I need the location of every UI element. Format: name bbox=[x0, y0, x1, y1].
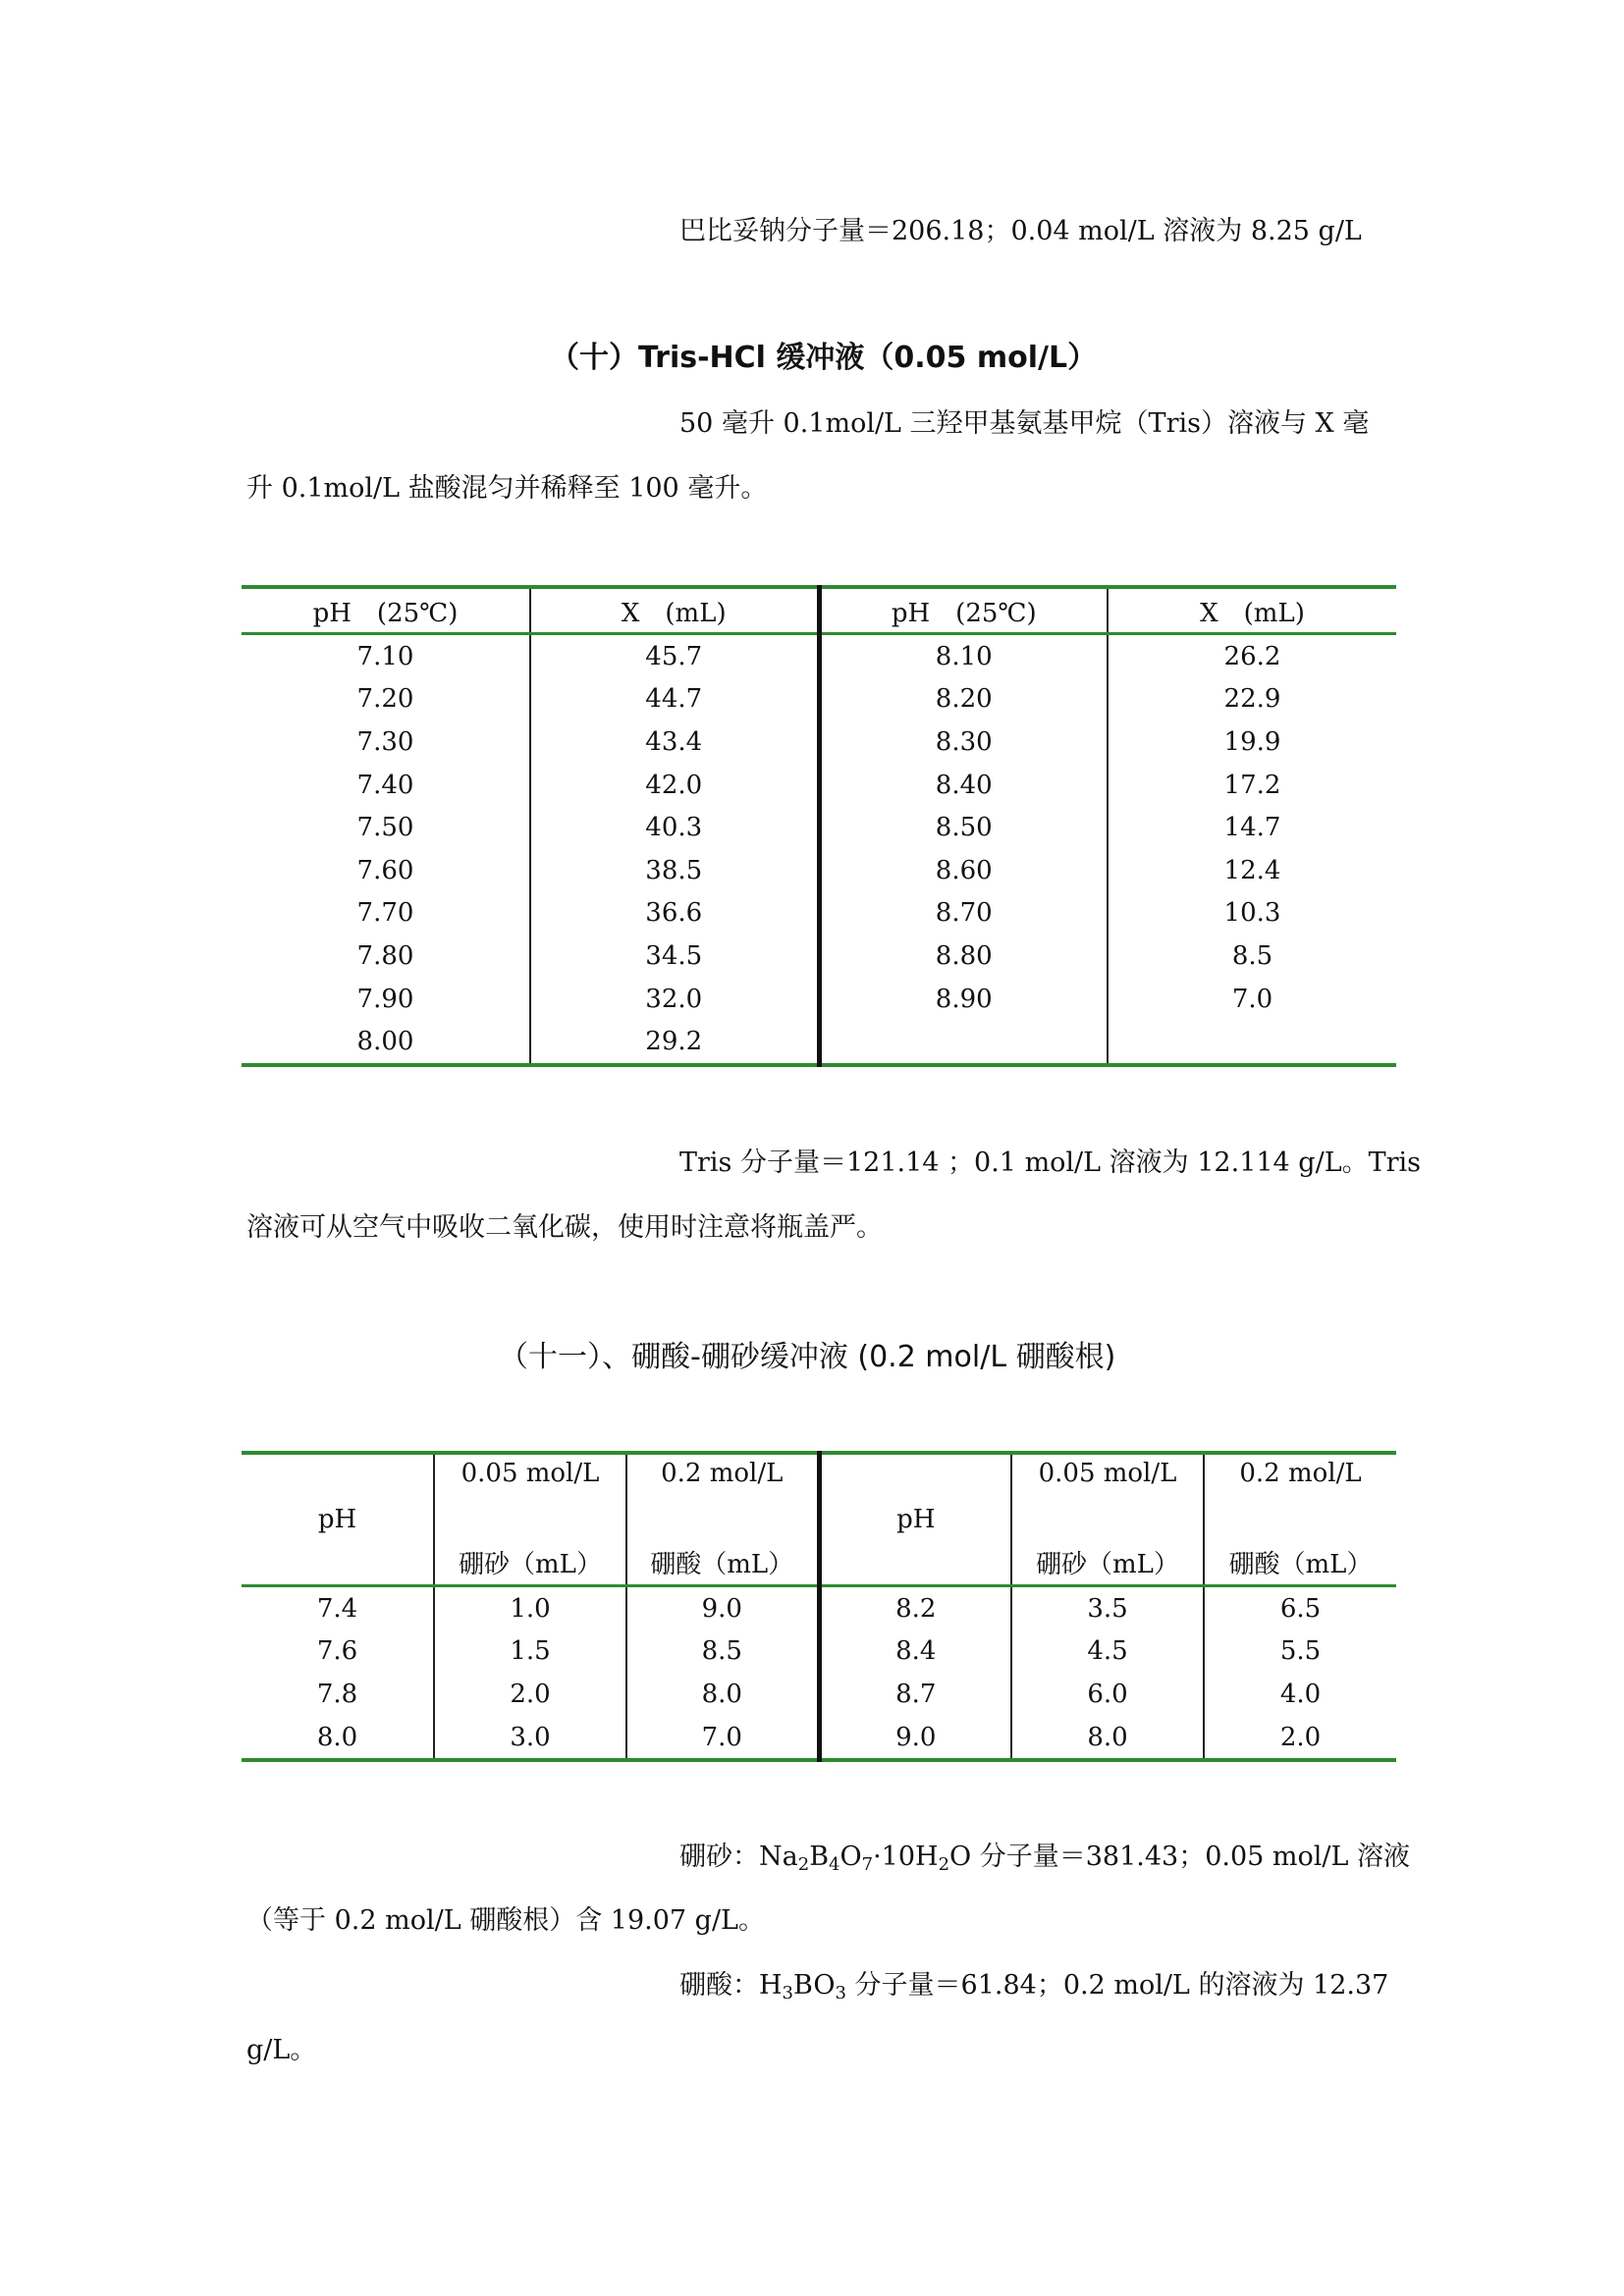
cell: 8.70 bbox=[819, 892, 1108, 935]
cell: 8.50 bbox=[819, 806, 1108, 849]
cell: 9.0 bbox=[819, 1716, 1011, 1761]
cell: 7.0 bbox=[1108, 978, 1396, 1021]
table-row bbox=[242, 1630, 1396, 1674]
cell: 2.0 bbox=[1204, 1716, 1396, 1761]
table-row bbox=[242, 978, 1396, 1021]
cell: 9.0 bbox=[626, 1586, 819, 1630]
header-boric-unit-left: 硼酸（mL） bbox=[626, 1504, 819, 1586]
cell: 6.5 bbox=[1204, 1586, 1396, 1630]
cell: 10.3 bbox=[1108, 892, 1396, 935]
table-row bbox=[242, 1716, 1396, 1761]
boric-note-line-1 bbox=[679, 1968, 1388, 2011]
cell: 29.2 bbox=[530, 1020, 819, 1065]
boric-borax-table bbox=[242, 1451, 1396, 1762]
cell: 45.7 bbox=[530, 634, 819, 678]
cell: 3.5 bbox=[1011, 1586, 1204, 1630]
cell bbox=[819, 1020, 1108, 1065]
table-row bbox=[242, 634, 1396, 678]
top-note: 巴比妥钠分子量＝206.18；0.04 mol/L 溶液为 8.25 g/L bbox=[679, 216, 1362, 246]
cell: 7.10 bbox=[356, 641, 414, 671]
cell: 8.4 bbox=[819, 1630, 1011, 1674]
cell: 14.7 bbox=[1108, 806, 1396, 849]
cell: 7.8 bbox=[316, 1679, 358, 1709]
cell: 1.5 bbox=[434, 1630, 626, 1674]
cell: 8.5 bbox=[626, 1630, 819, 1674]
cell: 7.0 bbox=[626, 1716, 819, 1761]
cell: 17.2 bbox=[1108, 764, 1396, 807]
cell: 8.0 bbox=[316, 1722, 358, 1752]
cell: 4.0 bbox=[1204, 1673, 1396, 1716]
cell: 4.5 bbox=[1011, 1630, 1204, 1674]
subscript: 4 bbox=[829, 1854, 840, 1875]
tris-hcl-table bbox=[242, 585, 1396, 1067]
cell: 7.80 bbox=[356, 940, 414, 971]
table-row bbox=[242, 1586, 1396, 1630]
formula-part: ·10H bbox=[873, 1842, 939, 1872]
formula-part: O bbox=[839, 1842, 862, 1872]
cell: 5.5 bbox=[1204, 1630, 1396, 1674]
header-ph-left: pH bbox=[242, 1453, 434, 1586]
cell: 8.0 bbox=[1011, 1716, 1204, 1761]
section-10-intro-line-1: 50 毫升 0.1mol/L 三羟甲基氨基甲烷（Tris）溶液与 X 毫 bbox=[679, 408, 1370, 439]
cell: 7.40 bbox=[356, 770, 414, 800]
cell: 8.5 bbox=[1108, 934, 1396, 978]
cell: 43.4 bbox=[530, 721, 819, 764]
cell: 32.0 bbox=[530, 978, 819, 1021]
table-row bbox=[242, 678, 1396, 721]
cell: 8.0 bbox=[626, 1673, 819, 1716]
cell: 8.40 bbox=[819, 764, 1108, 807]
cell: 8.90 bbox=[819, 978, 1108, 1021]
cell: 3.0 bbox=[434, 1716, 626, 1761]
section-10-title: （十）Tris-HCl 缓冲液（0.05 mol/L） bbox=[550, 341, 1098, 375]
subscript: 2 bbox=[797, 1854, 810, 1875]
cell: 7.30 bbox=[356, 726, 414, 757]
cell: 8.30 bbox=[819, 721, 1108, 764]
cell: 1.0 bbox=[434, 1586, 626, 1630]
borax-note-line-2: （等于 0.2 mol/L 硼酸根）含 19.07 g/L。 bbox=[246, 1905, 765, 1936]
header-x-right: X (mL) bbox=[1108, 587, 1396, 634]
cell: 26.2 bbox=[1108, 634, 1396, 678]
cell: 7.70 bbox=[356, 898, 414, 929]
cell: 8.10 bbox=[819, 634, 1108, 678]
header-ph-right: pH bbox=[819, 1453, 1011, 1586]
subscript: 2 bbox=[938, 1854, 950, 1875]
borax-note-suffix: O 分子量＝381.43；0.05 mol/L 溶液 bbox=[949, 1842, 1411, 1872]
cell: 12.4 bbox=[1108, 849, 1396, 892]
cell: 34.5 bbox=[530, 934, 819, 978]
cell: 8.00 bbox=[356, 1027, 414, 1057]
header-boric-unit-right: 硼酸（mL） bbox=[1204, 1504, 1396, 1586]
header-ph-right: pH (25℃) bbox=[819, 587, 1108, 634]
borax-note-prefix: 硼砂：Na bbox=[679, 1842, 798, 1872]
table-row bbox=[242, 849, 1396, 892]
header-borax-conc-left: 0.05 mol/L bbox=[434, 1453, 626, 1504]
cell: 19.9 bbox=[1108, 721, 1396, 764]
cell: 8.80 bbox=[819, 934, 1108, 978]
cell: 7.90 bbox=[356, 984, 414, 1014]
cell: 22.9 bbox=[1108, 678, 1396, 721]
tris-note-line-2: 溶液可从空气中吸收二氧化碳，使用时注意将瓶盖严。 bbox=[246, 1212, 883, 1243]
table-row bbox=[242, 806, 1396, 849]
cell bbox=[1108, 1020, 1396, 1065]
header-borax-unit-left: 硼砂（mL） bbox=[434, 1504, 626, 1586]
subscript: 3 bbox=[835, 1983, 846, 2003]
cell: 40.3 bbox=[530, 806, 819, 849]
cell: 7.6 bbox=[316, 1636, 358, 1667]
table-row bbox=[242, 721, 1396, 764]
boric-note-line-2: g/L。 bbox=[246, 2035, 317, 2065]
cell: 38.5 bbox=[530, 849, 819, 892]
cell: 8.7 bbox=[819, 1673, 1011, 1716]
cell: 7.4 bbox=[316, 1593, 358, 1624]
cell: 2.0 bbox=[434, 1673, 626, 1716]
section-11-title: （十一）、硼酸-硼砂缓冲液 (0.2 mol/L 硼酸根) bbox=[499, 1340, 1116, 1374]
cell: 7.60 bbox=[356, 855, 414, 885]
table-row bbox=[242, 1020, 1396, 1065]
subscript: 3 bbox=[782, 1983, 793, 2003]
boric-note-suffix: 分子量＝61.84；0.2 mol/L 的溶液为 12.37 bbox=[845, 1970, 1389, 2001]
borax-note-line-1 bbox=[679, 1840, 1410, 1883]
tris-note-line-1: Tris 分子量＝121.14 ；0.1 mol/L 溶液为 12.114 g/L。Tris bbox=[679, 1148, 1422, 1178]
cell: 36.6 bbox=[530, 892, 819, 935]
subscript: 7 bbox=[861, 1854, 874, 1875]
formula-part: B bbox=[809, 1842, 830, 1872]
table-row bbox=[242, 892, 1396, 935]
cell: 8.20 bbox=[819, 678, 1108, 721]
cell: 42.0 bbox=[530, 764, 819, 807]
header-boric-conc-left: 0.2 mol/L bbox=[626, 1453, 819, 1504]
cell: 44.7 bbox=[530, 678, 819, 721]
header-ph-left: pH (25℃) bbox=[242, 587, 530, 634]
formula-part: BO bbox=[793, 1970, 836, 2001]
section-10-intro-line-2: 升 0.1mol/L 盐酸混匀并稀释至 100 毫升。 bbox=[246, 473, 768, 504]
cell: 7.20 bbox=[356, 684, 414, 715]
header-borax-unit-right: 硼砂（mL） bbox=[1011, 1504, 1204, 1586]
cell: 8.2 bbox=[819, 1586, 1011, 1630]
table-row bbox=[242, 934, 1396, 978]
cell: 8.60 bbox=[819, 849, 1108, 892]
cell: 7.50 bbox=[356, 813, 414, 843]
header-borax-conc-right: 0.05 mol/L bbox=[1011, 1453, 1204, 1504]
table-row bbox=[242, 1673, 1396, 1716]
header-x-left: X (mL) bbox=[530, 587, 819, 634]
table-row bbox=[242, 764, 1396, 807]
header-boric-conc-right: 0.2 mol/L bbox=[1204, 1453, 1396, 1504]
cell: 6.0 bbox=[1011, 1673, 1204, 1716]
boric-note-prefix: 硼酸：H bbox=[679, 1970, 783, 2001]
